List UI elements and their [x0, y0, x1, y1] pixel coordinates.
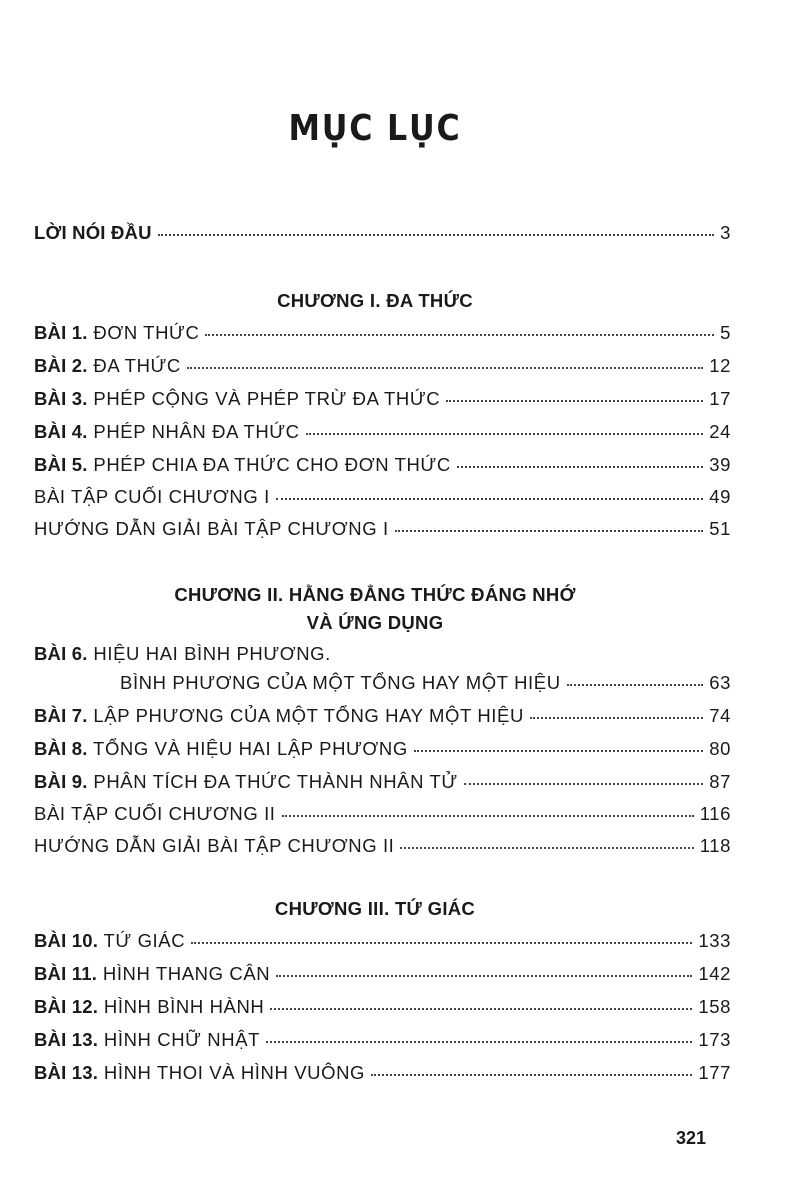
dot-leader: [395, 529, 704, 532]
lesson-number: BÀI 13.: [34, 1062, 99, 1083]
toc-entry-lesson-13[interactable]: [34, 1029, 731, 1057]
toc-entry-lesson-10[interactable]: [34, 930, 731, 958]
chapter-heading-1: CHƯƠNG I. ĐA THỨC: [277, 290, 473, 311]
toc-page-number: 133: [698, 930, 731, 951]
lesson-number: BÀI 3.: [34, 388, 88, 409]
lesson-number: BÀI 6.: [34, 643, 88, 664]
dot-leader: [270, 1007, 692, 1010]
lesson-title: BÌNH PHƯƠNG CỦA MỘT TỔNG HAY MỘT HIỆU: [120, 672, 561, 693]
lesson-title: PHÉP CỘNG VÀ PHÉP TRỪ ĐA THỨC: [93, 388, 441, 409]
toc-entry-lesson-11[interactable]: [34, 963, 731, 991]
lesson-title: TỨ GIÁC: [103, 930, 186, 951]
dot-leader: [205, 333, 714, 336]
lesson-title: PHÉP NHÂN ĐA THỨC: [93, 421, 300, 442]
toc-page-number: 5: [720, 322, 731, 343]
dot-leader: [567, 683, 704, 686]
dot-leader: [282, 814, 694, 817]
dot-leader: [530, 716, 703, 719]
toc-entry-lesson-5[interactable]: [34, 454, 731, 482]
toc-entry-label: LỜI NÓI ĐẦU: [34, 222, 152, 243]
lesson-title: HÌNH CHỮ NHẬT: [103, 1029, 261, 1050]
lesson-title: ĐA THỨC: [93, 355, 181, 376]
lesson-title: ĐƠN THỨC: [93, 322, 200, 343]
toc-page-number: 3: [720, 222, 731, 243]
toc-page-number: 39: [709, 454, 731, 475]
lesson-number: BÀI 1.: [34, 322, 88, 343]
lesson-number: BÀI 13.: [34, 1029, 99, 1050]
toc-page-number: 87: [709, 771, 731, 792]
toc-page-number: 24: [709, 421, 731, 442]
lesson-number: BÀI 4.: [34, 421, 88, 442]
toc-entry-lesson-3[interactable]: [34, 388, 731, 416]
toc-entry-lesson-1[interactable]: [34, 322, 731, 350]
toc-title: MỤC LỤC: [288, 108, 462, 149]
lesson-title: LẬP PHƯƠNG CỦA MỘT TỔNG HAY MỘT HIỆU: [93, 705, 524, 726]
toc-page-number: 158: [698, 996, 731, 1017]
dot-leader: [187, 366, 703, 369]
chapter-heading-2: CHƯƠNG II. HẰNG ĐẲNG THỨC ĐÁNG NHỚ: [174, 584, 576, 605]
dot-leader: [306, 432, 704, 435]
lesson-number: BÀI 5.: [34, 454, 88, 475]
toc-page-number: 49: [709, 486, 731, 507]
toc-entry-guide-2[interactable]: [34, 835, 731, 863]
dot-leader: [276, 974, 692, 977]
lesson-number: BÀI 9.: [34, 771, 88, 792]
toc-entry-lesson-4[interactable]: [34, 421, 731, 449]
dot-leader: [457, 465, 703, 468]
lesson-title: HIỆU HAI BÌNH PHƯƠNG.: [93, 643, 331, 664]
toc-entry-guide-1[interactable]: [34, 518, 731, 546]
dot-leader: [400, 846, 693, 849]
toc-entry-lesson-12[interactable]: [34, 996, 731, 1024]
toc-entry-label: HƯỚNG DẪN GIẢI BÀI TẬP CHƯƠNG II: [34, 835, 395, 856]
toc-entry-preface[interactable]: [34, 222, 731, 250]
toc-page-number: 173: [698, 1029, 731, 1050]
dot-leader: [191, 941, 692, 944]
chapter-heading-3: CHƯƠNG III. TỨ GIÁC: [274, 898, 476, 919]
lesson-number: BÀI 2.: [34, 355, 88, 376]
lesson-number: BÀI 7.: [34, 705, 88, 726]
dot-leader: [446, 399, 703, 402]
dot-leader: [414, 749, 703, 752]
toc-page-number: 51: [709, 518, 731, 539]
dot-leader: [371, 1073, 692, 1076]
lesson-number: BÀI 11.: [34, 963, 98, 984]
chapter-heading-2-subtitle: VÀ ỨNG DỤNG: [306, 612, 444, 633]
toc-entry-lesson-6-continued[interactable]: [120, 672, 731, 700]
lesson-title: HÌNH BÌNH HÀNH: [103, 996, 265, 1017]
toc-page-number: 80: [709, 738, 731, 759]
toc-entry-lesson-7[interactable]: [34, 705, 731, 733]
dot-leader: [266, 1040, 692, 1043]
toc-entry-lesson-9[interactable]: [34, 771, 731, 799]
toc-entry-lesson-13b[interactable]: [34, 1062, 731, 1090]
page-number: 321: [676, 1128, 707, 1148]
toc-page-number: 63: [709, 672, 731, 693]
toc-entry-review-1[interactable]: [34, 486, 731, 514]
toc-page-number: 142: [698, 963, 731, 984]
lesson-number: BÀI 12.: [34, 996, 99, 1017]
toc-page-number: 12: [709, 355, 731, 376]
toc-entry-lesson-8[interactable]: [34, 738, 731, 766]
toc-page-number: 116: [699, 803, 731, 824]
lesson-title: PHÉP CHIA ĐA THỨC CHO ĐƠN THỨC: [93, 454, 451, 475]
lesson-title: HÌNH THANG CÂN: [102, 963, 271, 984]
lesson-number: BÀI 10.: [34, 930, 99, 951]
lesson-number: BÀI 8.: [34, 738, 88, 759]
dot-leader: [158, 233, 714, 236]
toc-entry-lesson-2[interactable]: [34, 355, 731, 383]
dot-leader: [464, 782, 703, 785]
toc-entry-lesson-6[interactable]: [34, 643, 731, 671]
dot-leader: [276, 497, 703, 500]
lesson-title: HÌNH THOI VÀ HÌNH VUÔNG: [103, 1062, 366, 1083]
toc-page-number: 118: [699, 835, 731, 856]
toc-page-number: 74: [709, 705, 731, 726]
toc-entry-label: HƯỚNG DẪN GIẢI BÀI TẬP CHƯƠNG I: [34, 518, 389, 539]
toc-entry-label: BÀI TẬP CUỐI CHƯƠNG I: [34, 486, 270, 507]
toc-page-number: 177: [698, 1062, 731, 1083]
lesson-title: TỔNG VÀ HIỆU HAI LẬP PHƯƠNG: [93, 738, 408, 759]
toc-entry-review-2[interactable]: [34, 803, 731, 831]
toc-page-number: 17: [709, 388, 731, 409]
lesson-title: PHÂN TÍCH ĐA THỨC THÀNH NHÂN TỬ: [93, 771, 458, 792]
toc-entry-label: BÀI TẬP CUỐI CHƯƠNG II: [34, 803, 276, 824]
